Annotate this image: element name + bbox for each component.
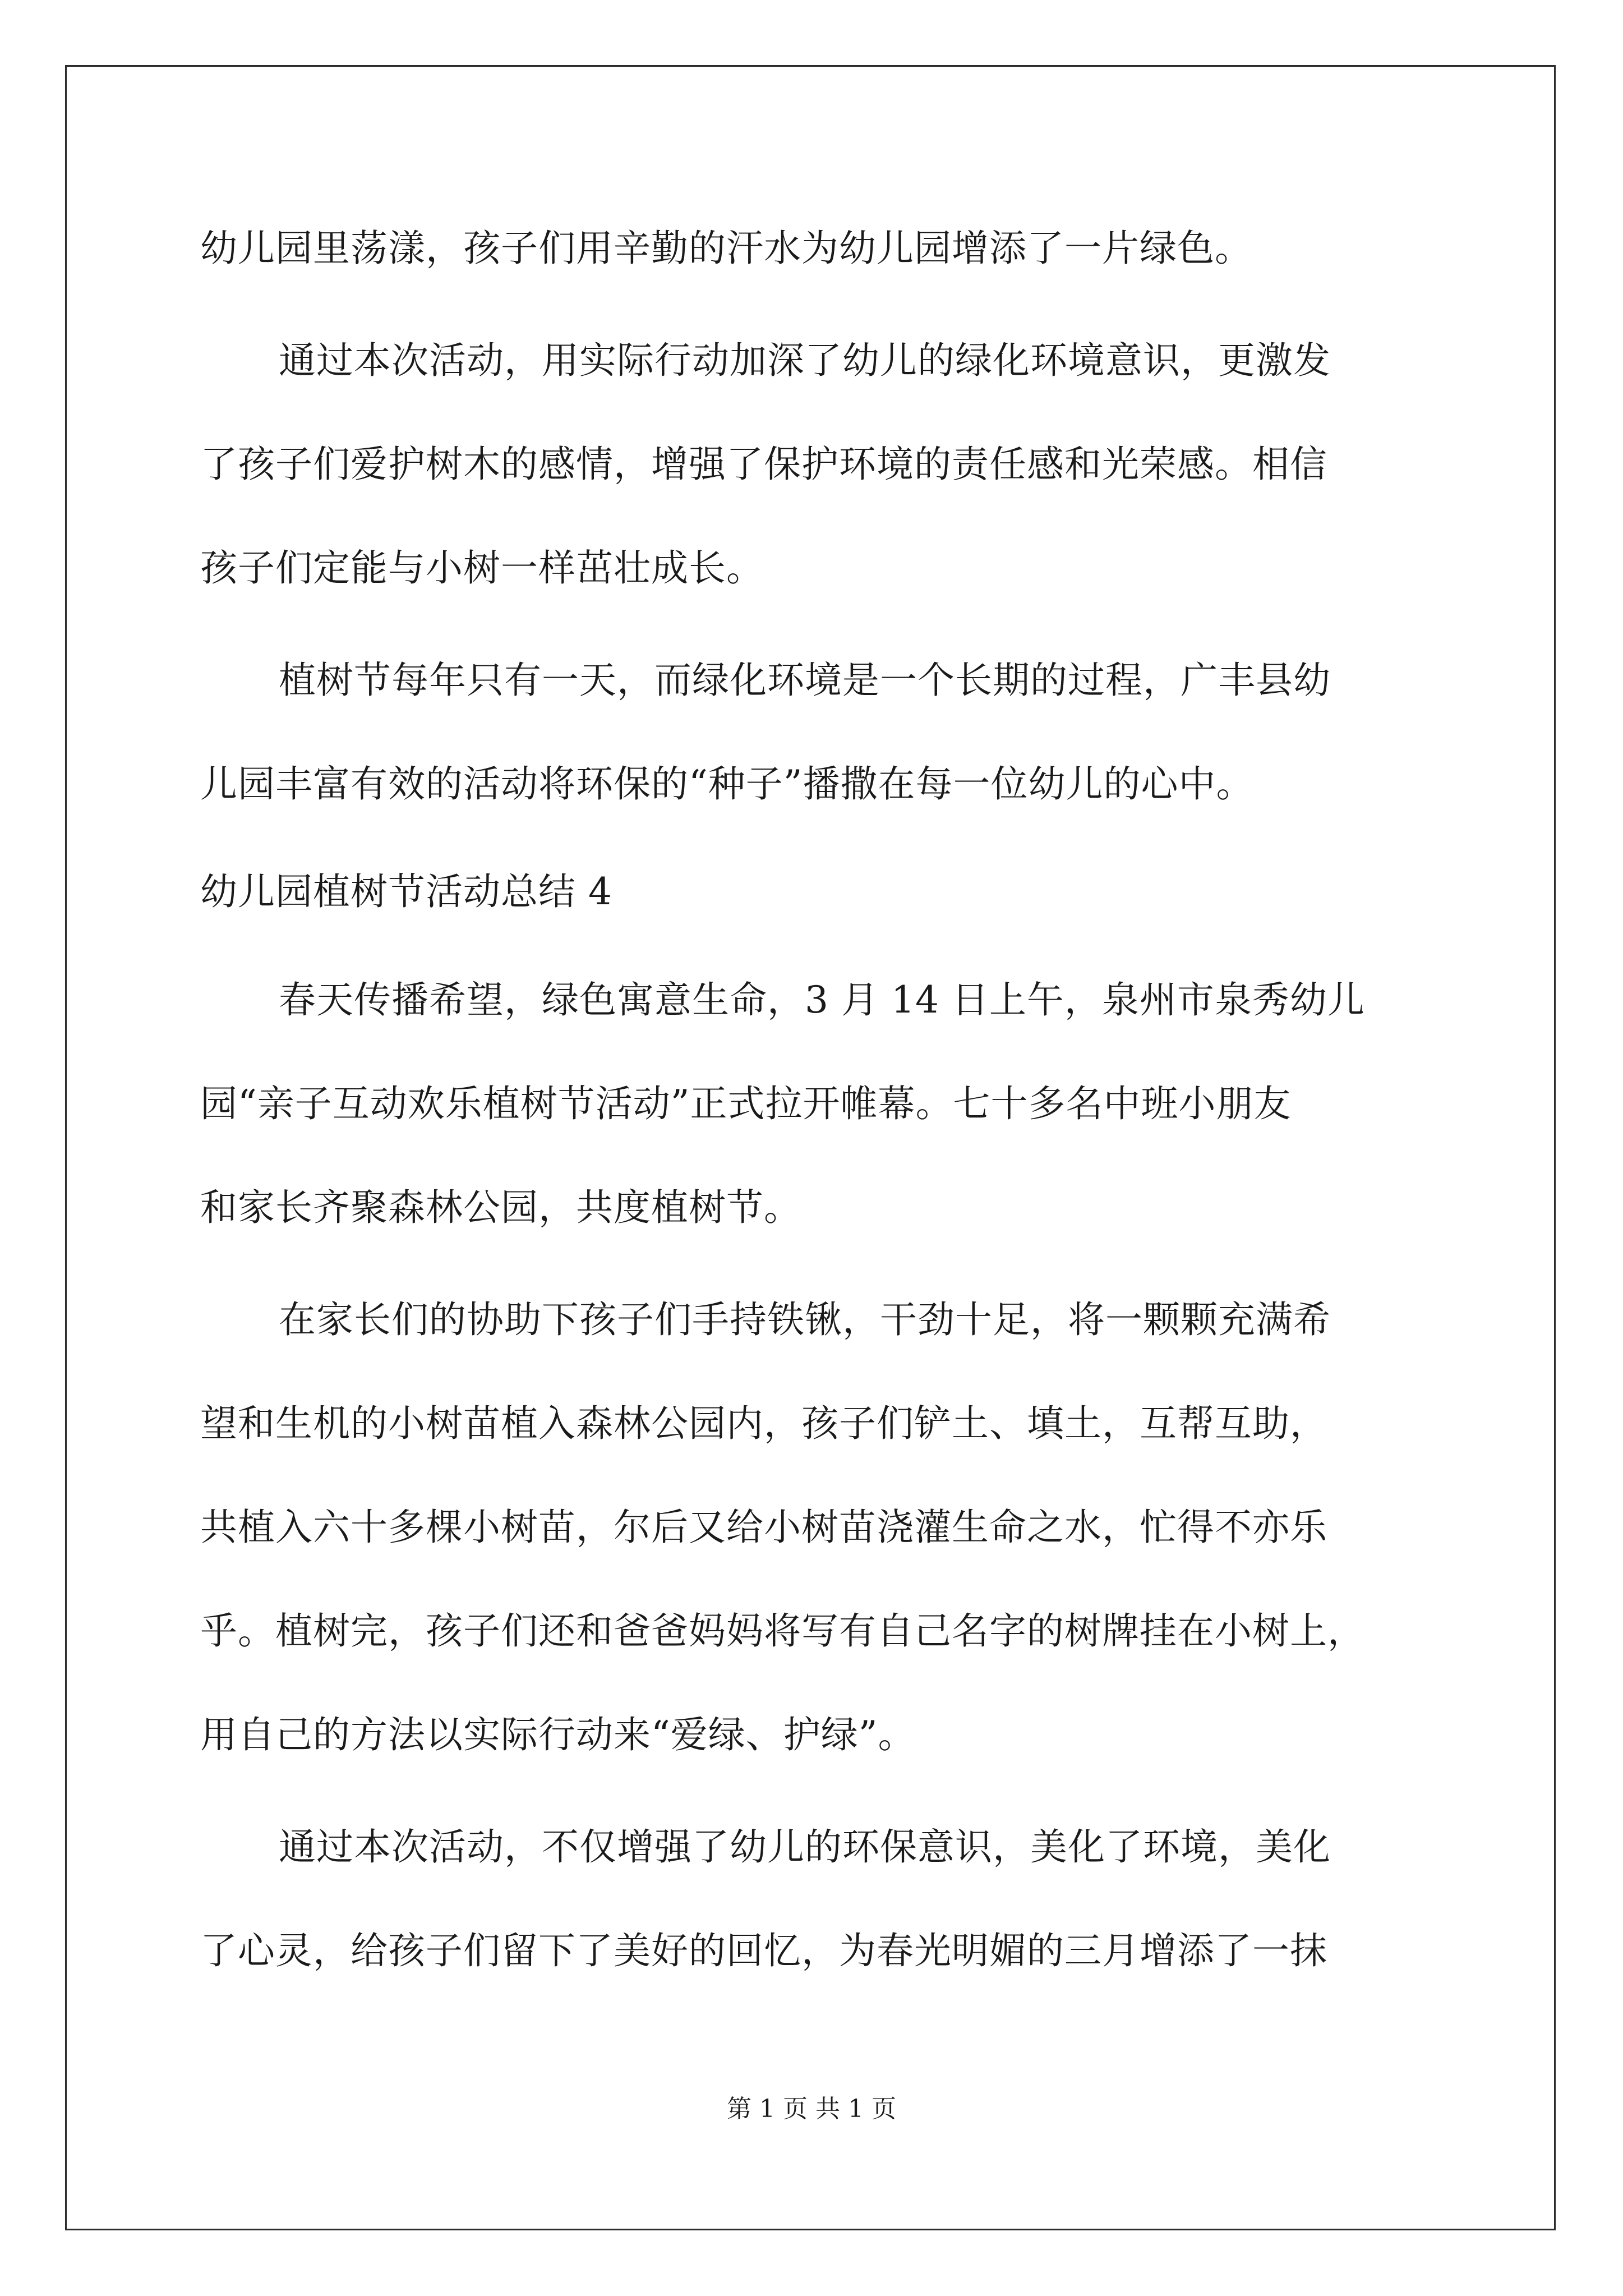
paragraph-line: 用自己的方法以实际行动来“爱绿、护绿”。 (200, 1713, 916, 1756)
page-border (65, 65, 1556, 2230)
paragraph-line: 幼儿园里荡漾，孩子们用辛勤的汗水为幼儿园增添了一片绿色。 (200, 227, 1252, 270)
paragraph-line: 共植入六十多棵小树苗，尔后又给小树苗浇灌生命之水，忙得不亦乐 (200, 1506, 1327, 1549)
paragraph-line: 植树节每年只有一天，而绿化环境是一个长期的过程，广丰县幼 (279, 659, 1331, 702)
section-heading: 幼儿园植树节活动总结 4 (200, 870, 612, 913)
paragraph-line: 春天传播希望，绿色寓意生命，3 月 14 日上午，泉州市泉秀幼儿 (279, 978, 1365, 1022)
page-number-footer: 第 1 页 共 1 页 (727, 2095, 896, 2123)
paragraph-line: 孩子们定能与小树一样茁壮成长。 (200, 546, 764, 590)
paragraph-line: 儿园丰富有效的活动将环保的“种子”播撒在每一位幼儿的心中。 (200, 762, 1254, 806)
paragraph-line: 通过本次活动，用实际行动加深了幼儿的绿化环境意识，更激发 (279, 339, 1331, 382)
paragraph-line: 了孩子们爱护树木的感情，增强了保护环境的责任感和光荣感。相信 (200, 443, 1327, 486)
paragraph-line: 在家长们的协助下孩子们手持铁锹，干劲十足，将一颗颗充满希 (279, 1298, 1331, 1341)
paragraph-line: 通过本次活动，不仅增强了幼儿的环保意识，美化了环境，美化 (279, 1825, 1331, 1869)
paragraph-line: 园“亲子互动欢乐植树节活动”正式拉开帷幕。七十多名中班小朋友 (200, 1082, 1292, 1125)
paragraph-line: 乎。植树完，孩子们还和爸爸妈妈将写有自己名字的树牌挂在小树上， (200, 1609, 1365, 1653)
paragraph-line: 望和生机的小树苗植入森林公园内，孩子们铲土、填土，互帮互助， (200, 1402, 1327, 1445)
paragraph-line: 和家长齐聚森林公园，共度植树节。 (200, 1186, 801, 1229)
paragraph-line: 了心灵，给孩子们留下了美好的回忆，为春光明媚的三月增添了一抹 (200, 1929, 1327, 1972)
